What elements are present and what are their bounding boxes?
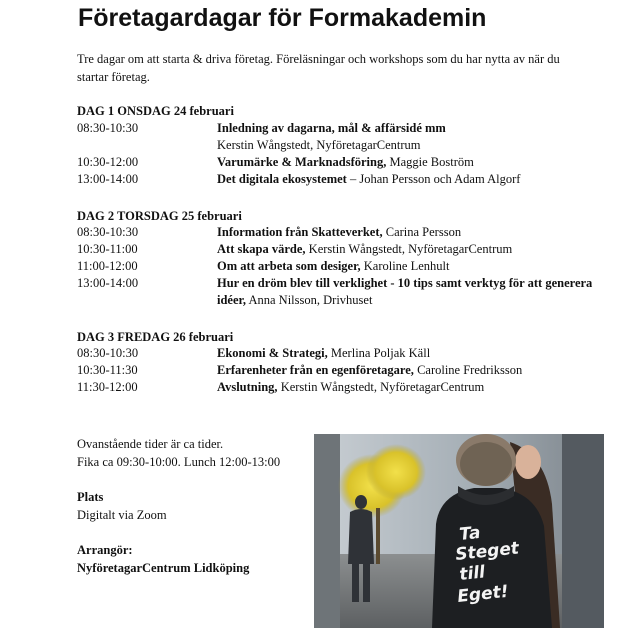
session-description — [217, 258, 617, 275]
session-row — [77, 379, 617, 396]
session-description — [217, 275, 617, 309]
location-section — [77, 488, 307, 524]
page-title: Företagardagar för Formakademin — [78, 4, 487, 32]
session-speaker: Kerstin Wångstedt, NyföretagarCentrum — [217, 138, 421, 152]
session-time: 10:30-11:00 — [77, 242, 138, 256]
event-photo — [314, 434, 604, 628]
session-topic: Information från Skatteverket, — [217, 225, 383, 239]
session-time: 11:30-12:00 — [77, 380, 138, 394]
session-topic: Det digitala ekosystemet — [217, 172, 347, 186]
session-speaker: Carina Persson — [382, 225, 462, 239]
session-topic: Inledning av dagarna, mål & affärsidé mm — [217, 121, 446, 135]
session-topic: Avslutning, — [217, 380, 278, 394]
jacket-text-line: till — [458, 562, 486, 585]
session-time: 13:00-14:00 — [77, 172, 139, 186]
session-speaker: – Johan Persson och Adam Algorf — [346, 172, 521, 186]
jacket-text-line: Ta — [458, 522, 482, 545]
session-description — [217, 171, 617, 188]
session-speaker: Maggie Boström — [386, 155, 474, 169]
session-description — [217, 154, 617, 171]
location-label: Plats — [77, 490, 104, 504]
session-row — [77, 275, 617, 309]
session-topic: Hur en dröm blev till verklighet - 10 tips samt verktyg för att generera idéer, — [217, 276, 593, 307]
session-row — [77, 258, 617, 275]
session-speaker: Merlina Poljak Käll — [327, 346, 431, 360]
session-description — [217, 120, 617, 154]
session-row — [77, 224, 617, 241]
session-topic: Att skapa värde, — [217, 242, 306, 256]
session-time: 08:30-10:30 — [77, 346, 139, 360]
session-time: 13:00-14:00 — [77, 276, 139, 290]
jacket-text-line: Eget! — [456, 581, 510, 607]
session-row — [77, 154, 617, 171]
time-note-line: Ovanstående tider är ca tider. — [77, 437, 224, 451]
session-row — [77, 241, 617, 258]
session-time: 10:30-12:00 — [77, 155, 139, 169]
session-description — [217, 241, 617, 258]
organizer-section — [77, 541, 307, 577]
location-value: Digitalt via Zoom — [77, 508, 167, 522]
session-speaker: Kerstin Wångstedt, NyföretagarCentrum — [277, 380, 485, 394]
time-note — [77, 435, 317, 471]
organizer-label: Arrangör: — [77, 543, 133, 557]
day-heading: DAG 2 TORSDAG 25 februari — [77, 209, 242, 223]
session-description — [217, 224, 617, 241]
session-row — [77, 345, 617, 362]
break-times: Fika ca 09:30-10:00. Lunch 12:00-13:00 — [77, 455, 281, 469]
session-time: 11:00-12:00 — [77, 259, 138, 273]
session-topic: Ekonomi & Strategi, — [217, 346, 328, 360]
session-topic: Om att arbeta som desiger, — [217, 259, 361, 273]
session-speaker: Karoline Lenhult — [360, 259, 450, 273]
session-speaker: Caroline Fredriksson — [413, 363, 523, 377]
session-time: 10:30-11:30 — [77, 363, 138, 377]
day-heading: DAG 3 FREDAG 26 februari — [77, 330, 234, 344]
session-row — [77, 120, 617, 154]
session-description — [217, 362, 617, 379]
jacket-text-line: Steget — [454, 538, 520, 565]
session-time: 08:30-10:30 — [77, 121, 139, 135]
session-topic: Erfarenheter från en egenföretagare, — [217, 363, 414, 377]
session-time: 08:30-10:30 — [77, 225, 139, 239]
session-speaker: Kerstin Wångstedt, NyföretagarCentrum — [305, 242, 513, 256]
session-row — [77, 171, 617, 188]
session-description — [217, 379, 617, 396]
day-heading: DAG 1 ONSDAG 24 februari — [77, 104, 234, 118]
session-topic: Varumärke & Marknadsföring, — [217, 155, 387, 169]
session-row — [77, 362, 617, 379]
intro-text: Tre dagar om att starta & driva företag. Föreläsningar och workshops som du har nytta av när du startar företag. — [77, 52, 560, 84]
session-description — [217, 345, 617, 362]
organizer-value: NyföretagarCentrum Lidköping — [77, 561, 250, 575]
session-speaker: Anna Nilsson, Drivhuset — [246, 293, 373, 307]
